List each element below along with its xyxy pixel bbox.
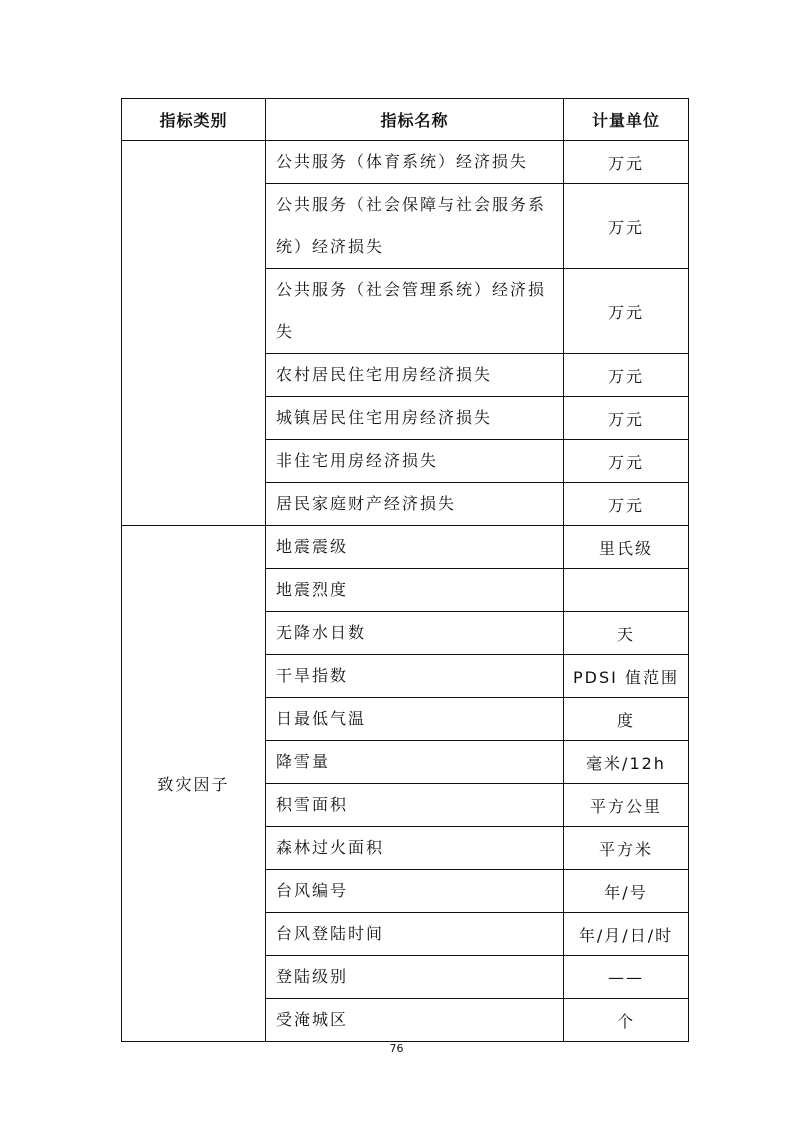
table-header-row xyxy=(122,99,689,141)
header-category: 指标类别 xyxy=(122,99,266,141)
indicator-unit xyxy=(564,569,689,612)
indicator-name: 登陆级别 xyxy=(266,956,564,999)
indicator-name: 日最低气温 xyxy=(266,698,564,741)
indicator-name: 干旱指数 xyxy=(266,655,564,698)
indicator-unit: 平方米 xyxy=(564,827,689,870)
indicator-name: 公共服务（社会管理系统）经济损失 xyxy=(266,269,564,354)
indicator-name: 受淹城区 xyxy=(266,999,564,1042)
indicator-unit: 万元 xyxy=(564,269,689,354)
indicator-name: 居民家庭财产经济损失 xyxy=(266,483,564,526)
indicator-name: 城镇居民住宅用房经济损失 xyxy=(266,397,564,440)
indicator-unit: PDSI 值范围 xyxy=(564,655,689,698)
indicator-name: 农村居民住宅用房经济损失 xyxy=(266,354,564,397)
indicator-name: 地震烈度 xyxy=(266,569,564,612)
header-unit: 计量单位 xyxy=(564,99,689,141)
header-indicator-name: 指标名称 xyxy=(266,99,564,141)
indicator-name: 台风编号 xyxy=(266,870,564,913)
indicator-unit: 万元 xyxy=(564,483,689,526)
indicator-name: 降雪量 xyxy=(266,741,564,784)
indicator-unit: 度 xyxy=(564,698,689,741)
indicator-name: 地震震级 xyxy=(266,526,564,569)
indicator-unit: 万元 xyxy=(564,440,689,483)
table-row xyxy=(122,141,689,184)
indicator-unit: 年/号 xyxy=(564,870,689,913)
indicator-unit: —— xyxy=(564,956,689,999)
indicator-unit: 个 xyxy=(564,999,689,1042)
indicator-unit: 毫米/12h xyxy=(564,741,689,784)
indicator-unit: 万元 xyxy=(564,141,689,184)
indicator-name: 积雪面积 xyxy=(266,784,564,827)
category-cell: 致灾因子 xyxy=(122,526,266,1042)
table-row xyxy=(122,526,689,569)
indicator-unit: 万元 xyxy=(564,397,689,440)
indicator-unit: 万元 xyxy=(564,354,689,397)
indicator-name: 公共服务（社会保障与社会服务系统）经济损失 xyxy=(266,184,564,269)
page-number: 76 xyxy=(389,1042,404,1055)
indicator-unit: 万元 xyxy=(564,184,689,269)
indicator-table xyxy=(121,98,689,1042)
indicator-name: 公共服务（体育系统）经济损失 xyxy=(266,141,564,184)
indicator-name: 非住宅用房经济损失 xyxy=(266,440,564,483)
indicator-name: 森林过火面积 xyxy=(266,827,564,870)
indicator-unit: 平方公里 xyxy=(564,784,689,827)
category-cell xyxy=(122,141,266,526)
indicator-unit: 里氏级 xyxy=(564,526,689,569)
indicator-unit: 年/月/日/时 xyxy=(564,913,689,956)
indicator-unit: 天 xyxy=(564,612,689,655)
indicator-name: 台风登陆时间 xyxy=(266,913,564,956)
indicator-name: 无降水日数 xyxy=(266,612,564,655)
